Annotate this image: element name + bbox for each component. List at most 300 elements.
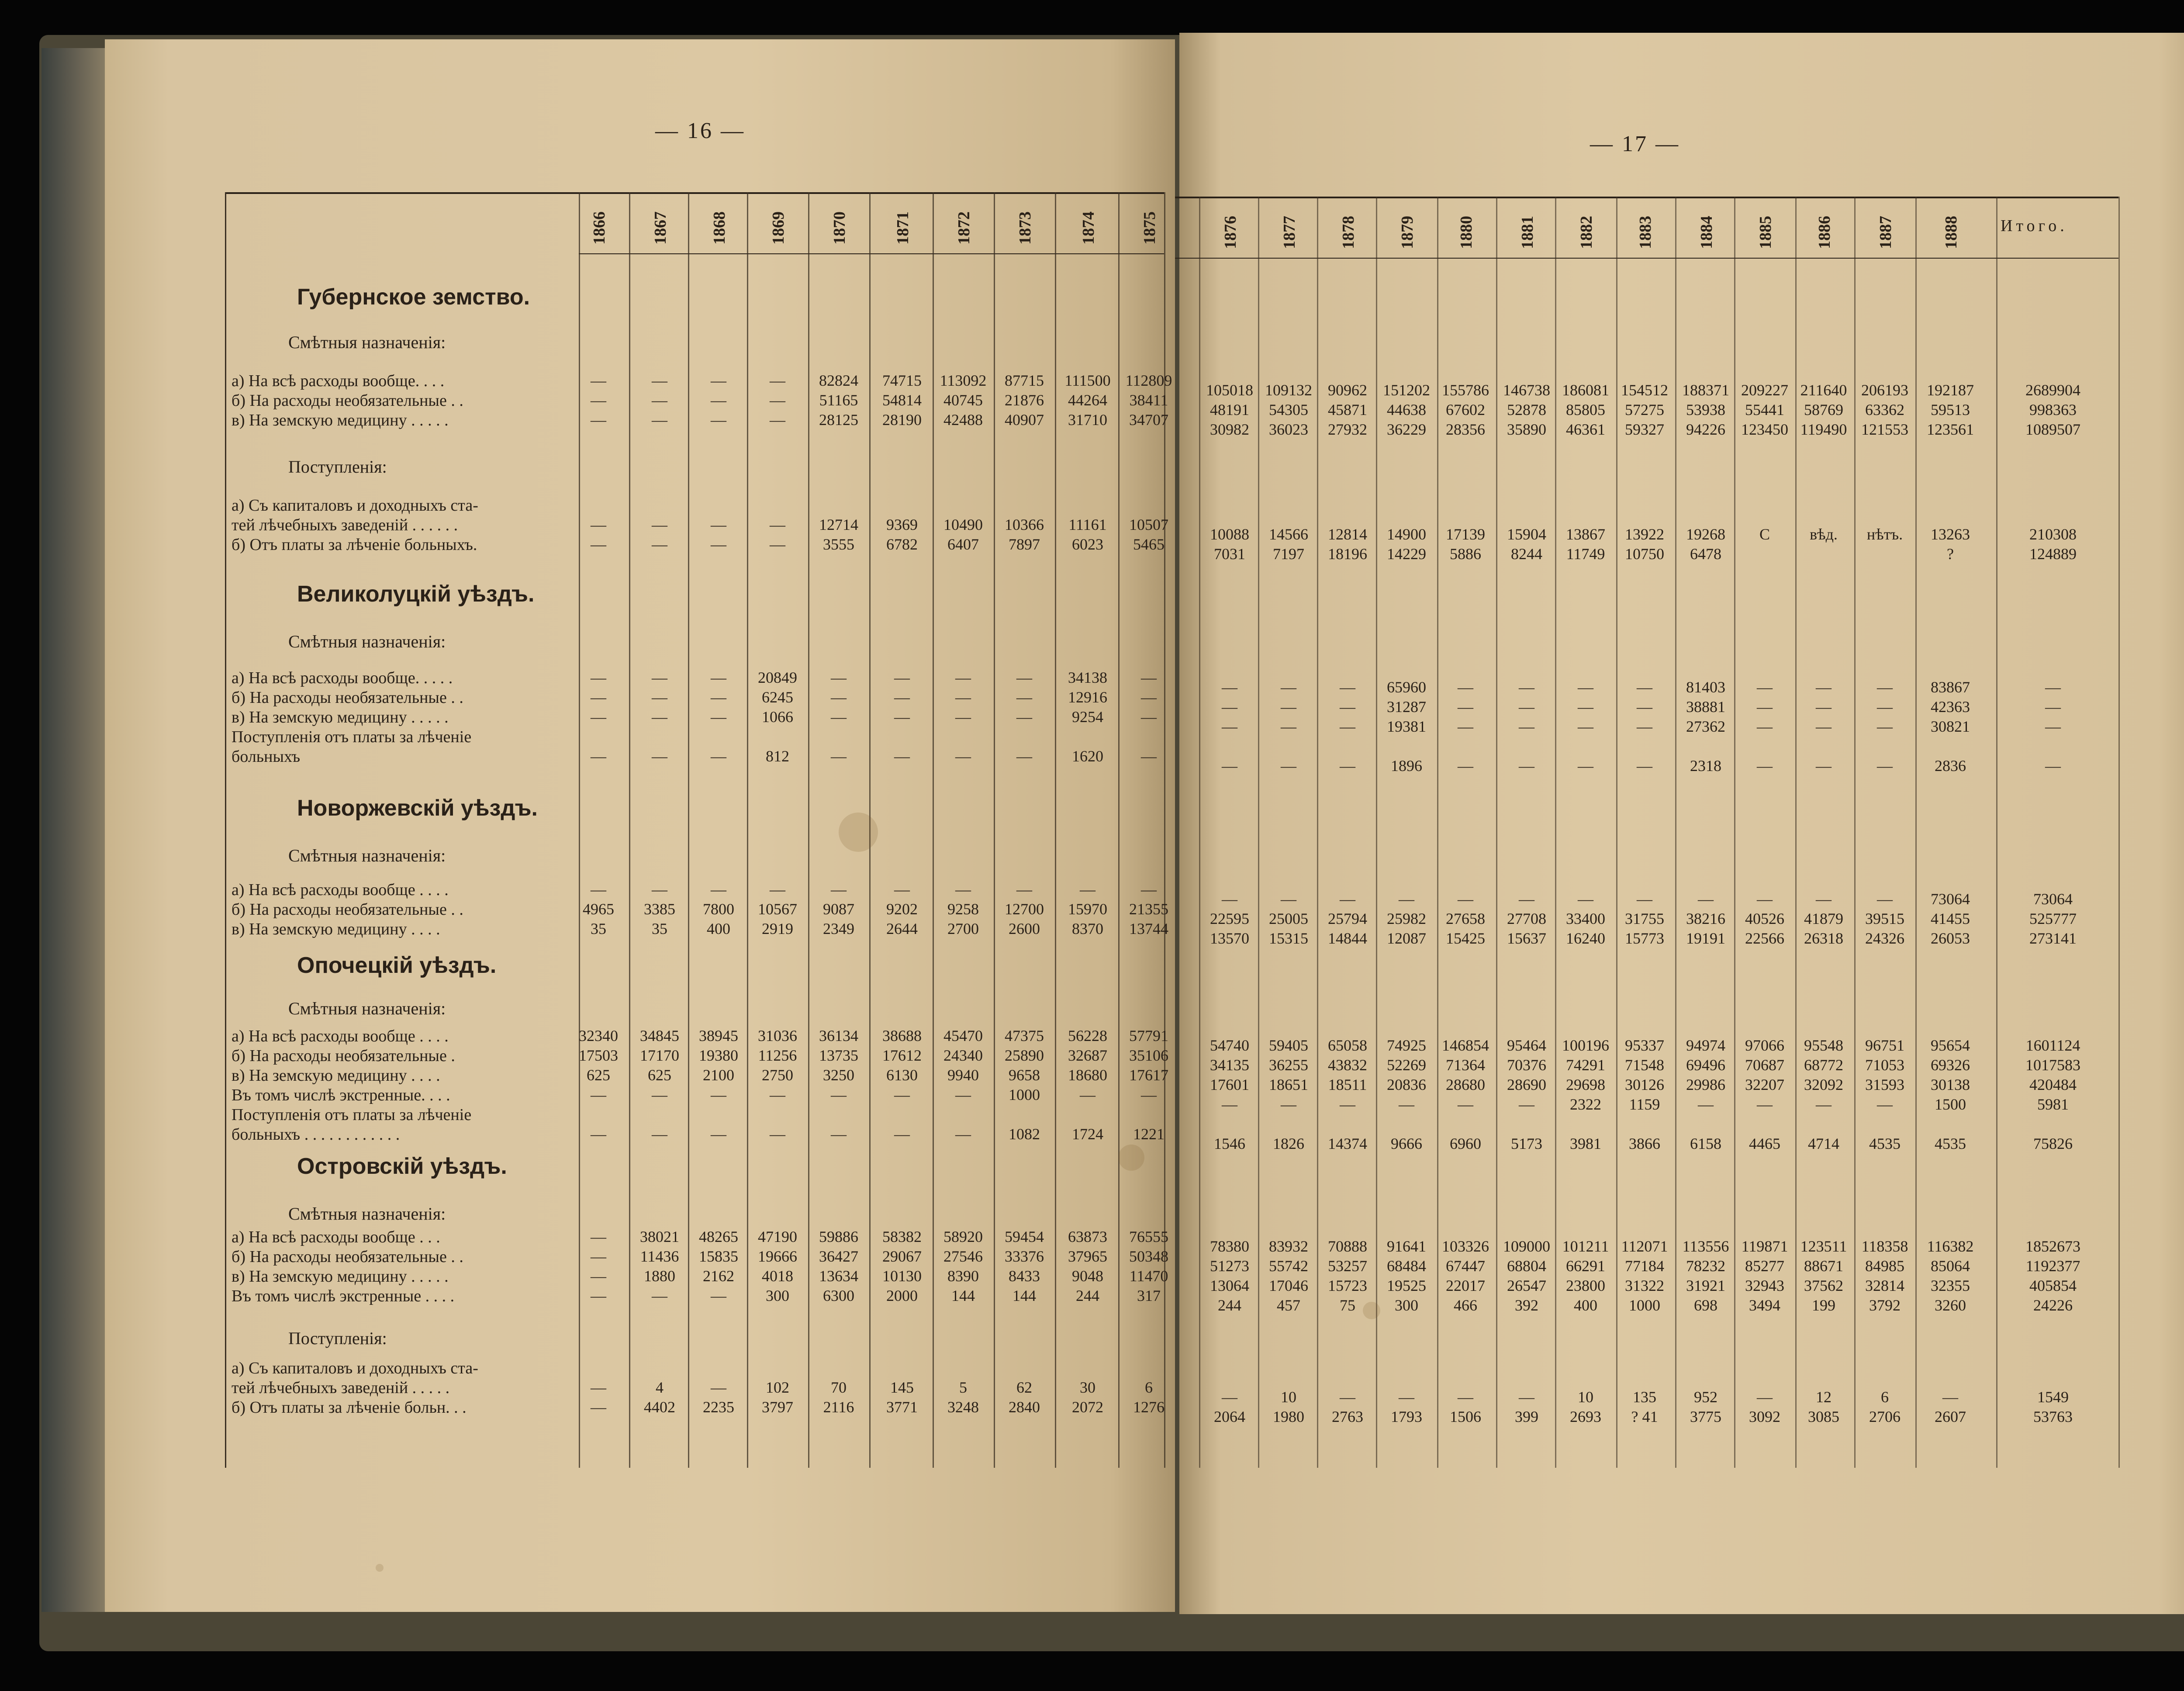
table-cell: — [1816,757,1832,775]
table-cell: — [1877,890,1893,908]
table-cell: 30821 [1931,718,1970,735]
table-cell: — [1637,698,1652,716]
table-cell: 9254 [1072,708,1103,726]
table-cell: 97066 [1745,1037,1784,1054]
table-cell: — [955,881,971,898]
table-cell: 68772 [1804,1056,1843,1074]
table-cell: 300 [766,1287,789,1304]
table-cell: 154512 [1621,381,1668,399]
table-cell: 37562 [1804,1277,1843,1294]
table-cell: 812 [766,747,789,765]
table-cell: — [1458,757,1473,775]
table-cell: — [894,1086,910,1103]
table-cell: 53763 [2033,1408,2073,1425]
table-cell: 118358 [1861,1238,1908,1255]
table-cell: 2162 [703,1267,734,1285]
table-cell: 17612 [882,1047,922,1064]
row-label: а) На всѣ расходы вообще . . . [232,1228,440,1246]
table-cell: 466 [1454,1297,1477,1314]
row-label: в) На земскую медицину . . . . . [232,411,449,429]
section-title: Опочецкій уѣздъ. [297,953,497,978]
table-cell: 1159 [1629,1096,1660,1113]
table-cell: 95464 [1507,1037,1546,1054]
table-cell: 15904 [1507,526,1546,543]
row-label: а) На всѣ расходы вообще. . . . . [232,669,453,687]
table-cell: 27658 [1446,910,1485,927]
table-cell: 30982 [1210,421,1249,438]
table-cell: 23800 [1566,1277,1605,1294]
table-cell: 38411 [1129,391,1168,409]
table-cell: 144 [951,1287,975,1304]
table-cell: 70 [831,1379,847,1396]
table-cell: 1852673 [2025,1238,2080,1255]
table-cell: 24326 [1865,930,1904,947]
section-title: Великолуцкій уѣздъ. [297,581,535,607]
table-cell: 28690 [1507,1076,1546,1093]
table-cell: 11436 [640,1248,679,1265]
table-cell: — [1578,757,1593,775]
row-label: б) На расходы необязательные . . [232,1248,463,1266]
table-cell: — [1222,698,1237,716]
table-cell: 625 [587,1066,610,1084]
table-cell: 26318 [1804,930,1843,947]
table-cell: 95337 [1625,1037,1664,1054]
table-cell: 2235 [703,1398,734,1416]
table-cell: вѣд. [1810,526,1838,543]
table-cell: — [955,1086,971,1103]
table-cell: 4465 [1749,1135,1780,1152]
right-page [1179,33,2184,1614]
table-cell: 56228 [1068,1027,1107,1044]
table-cell: 124889 [2029,545,2077,563]
table-cell: 3981 [1570,1135,1601,1152]
table-cell: 74291 [1566,1056,1605,1074]
table-cell: 10130 [882,1267,922,1285]
table-cell: 53257 [1328,1257,1367,1275]
table-cell: — [711,1287,726,1304]
table-cell: 47190 [758,1228,797,1245]
table-cell: 145 [890,1379,914,1396]
table-cell: — [831,688,847,706]
table-cell: 2116 [823,1398,854,1416]
table-cell: 43832 [1328,1056,1367,1074]
table-cell: 17139 [1446,526,1485,543]
table-cell: — [591,1267,606,1285]
table-cell: 25982 [1387,910,1426,927]
table-cell: 36229 [1387,421,1426,438]
row-label: б) На расходы необязательные . . [232,900,463,919]
table-cell: 57791 [1129,1027,1168,1044]
table-cell: 76555 [1129,1228,1168,1245]
table-cell: 273141 [2029,930,2077,947]
table-cell: 44264 [1068,391,1107,409]
table-cell: 8370 [1072,920,1103,937]
table-cell: 22595 [1210,910,1249,927]
table-cell: 68484 [1387,1257,1426,1275]
table-cell: 27708 [1507,910,1546,927]
table-cell: — [1757,718,1773,735]
table-cell: 19191 [1686,930,1725,947]
table-cell: — [1458,890,1473,908]
table-cell: 29067 [882,1248,922,1265]
table-cell: 27362 [1686,718,1725,735]
table-cell: — [1877,678,1893,696]
table-cell: 13634 [819,1267,858,1285]
table-cell: — [652,688,667,706]
table-cell: 1549 [2037,1388,2069,1406]
table-cell: 698 [1694,1297,1717,1314]
table-cell: 3494 [1749,1297,1780,1314]
table-cell: 18680 [1068,1066,1107,1084]
table-cell: 1896 [1391,757,1422,775]
table-cell: 6407 [947,536,979,553]
table-cell: 2706 [1869,1408,1901,1425]
table-cell: 400 [1574,1297,1597,1314]
table-cell: 1089507 [2025,421,2080,438]
table-cell: — [711,372,726,389]
table-cell: 6 [1881,1388,1889,1406]
table-cell: 14900 [1387,526,1426,543]
table-cell: 6245 [762,688,793,706]
table-cell: 42363 [1931,698,1970,716]
table-cell: 2349 [823,920,854,937]
table-cell: 36427 [819,1248,858,1265]
table-cell: 17617 [1129,1066,1168,1084]
section-title: Новоржевскій уѣздъ. [297,795,538,821]
table-cell: С [1759,526,1770,543]
table-cell: 94974 [1686,1037,1725,1054]
table-cell: 123450 [1741,421,1788,438]
table-cell: 68804 [1507,1257,1546,1275]
year-header: 1879 [1398,216,1417,249]
table-cell: 55742 [1269,1257,1308,1275]
table-cell: — [955,669,971,686]
table-cell: — [1698,890,1714,908]
row-label: больныхъ . . . . . . . . . . . . [232,1125,400,1144]
table-cell: 111500 [1064,372,1111,389]
table-cell: 101211 [1562,1238,1609,1255]
table-cell: — [711,536,726,553]
table-cell: 1546 [1214,1135,1245,1152]
table-cell: 48191 [1210,401,1249,418]
table-cell: — [1816,678,1832,696]
table-cell: 32943 [1745,1277,1784,1294]
table-cell: 65960 [1387,678,1426,696]
table-cell: 32340 [579,1027,618,1044]
table-cell: 244 [1218,1297,1241,1314]
table-cell: 400 [707,920,730,937]
table-cell: 58920 [943,1228,983,1245]
table-cell: 59513 [1931,401,1970,418]
table-cell: 9369 [886,516,918,533]
paper-stain [376,1564,384,1572]
table-cell: — [652,747,667,765]
table-cell: 17170 [640,1047,679,1064]
table-cell: 27932 [1328,421,1367,438]
table-cell: — [894,881,910,898]
table-cell: 71548 [1625,1056,1664,1074]
table-cell: — [711,669,726,686]
table-cell: 32687 [1068,1047,1107,1064]
table-cell: 20836 [1387,1076,1426,1093]
table-cell: 2322 [1570,1096,1601,1113]
table-cell: 28356 [1446,421,1485,438]
table-cell: — [894,669,910,686]
year-header: 1888 [1942,216,1960,249]
table-cell: 135 [1633,1388,1656,1406]
table-cell: 1000 [1009,1086,1040,1103]
table-cell: 52269 [1387,1056,1426,1074]
table-cell: 69496 [1686,1056,1725,1074]
table-cell: 13744 [1129,920,1168,937]
group-label: Поступленія: [288,457,387,477]
table-cell: 5173 [1511,1135,1542,1152]
table-cell: — [591,1248,606,1265]
table-cell: 9666 [1391,1135,1422,1152]
table-cell: — [711,516,726,533]
table-cell: 41455 [1931,910,1970,927]
year-header: 1880 [1457,216,1476,249]
group-label: Смѣтныя назначенія: [288,1204,446,1224]
table-cell: — [652,669,667,686]
table-cell: 59454 [1005,1228,1044,1245]
table-cell: 3085 [1808,1408,1839,1425]
table-cell: нѣтъ. [1866,526,1903,543]
table-cell: 123561 [1927,421,1974,438]
year-header: 1882 [1577,216,1596,249]
table-cell: 6782 [886,536,918,553]
table-cell: 2607 [1935,1408,1966,1425]
table-cell: 1506 [1450,1408,1481,1425]
year-header: 1885 [1756,216,1775,249]
table-cell: 14844 [1328,930,1367,947]
table-cell: 625 [648,1066,671,1084]
table-cell: 10507 [1129,516,1168,533]
table-cell: 34845 [640,1027,679,1044]
table-cell: 3797 [762,1398,793,1416]
table-cell: 146738 [1503,381,1550,399]
table-cell: 3866 [1629,1135,1660,1152]
table-cell: 13867 [1566,526,1605,543]
table-cell: — [591,1398,606,1416]
paper-stain [1118,1145,1144,1171]
total-column-header: Итого. [2001,217,2068,235]
year-header: 1887 [1876,216,1895,249]
table-cell: 25794 [1328,910,1367,927]
table-cell: 525777 [2029,910,2077,927]
table-cell: 109000 [1503,1238,1550,1255]
table-cell: 28125 [819,411,858,429]
table-cell: 6 [1145,1379,1153,1396]
row-label: б) На расходы необязательные . . [232,688,463,707]
table-cell: 2072 [1072,1398,1103,1416]
table-cell: 211640 [1800,381,1847,399]
table-cell: 24340 [943,1047,983,1064]
table-cell: — [770,536,785,553]
table-cell: 46361 [1566,421,1605,438]
table-cell: 38881 [1686,698,1725,716]
table-cell: 94226 [1686,421,1725,438]
table-cell: 186081 [1562,381,1609,399]
year-header: 1881 [1518,216,1537,249]
table-cell: 6478 [1690,545,1721,563]
table-cell: 146854 [1442,1037,1489,1054]
table-cell: 3260 [1935,1297,1966,1314]
table-cell: 11161 [1068,516,1107,533]
table-cell: 8390 [947,1267,979,1285]
table-cell: 21876 [1005,391,1044,409]
table-cell: 35 [652,920,667,937]
year-header: 1867 [651,211,670,245]
table-cell: 3385 [644,900,675,918]
table-cell: — [1340,757,1355,775]
paper-stain [1363,1302,1380,1319]
table-cell: 40907 [1005,411,1044,429]
table-cell: — [831,747,847,765]
table-cell: 399 [1515,1408,1538,1425]
table-cell: 52878 [1507,401,1546,418]
table-cell: 14229 [1387,545,1426,563]
table-cell: — [1637,890,1652,908]
table-cell: 50348 [1129,1248,1168,1265]
table-cell: 39515 [1865,910,1904,927]
table-cell: 10490 [943,516,983,533]
year-header: 1872 [955,211,973,245]
table-cell: 85277 [1745,1257,1784,1275]
table-cell: — [652,1287,667,1304]
table-cell: 38945 [699,1027,738,1044]
table-cell: — [652,391,667,409]
table-cell: 1500 [1935,1096,1966,1113]
table-cell: — [1757,757,1773,775]
row-label: в) На земскую медицину . . . . [232,1066,440,1085]
table-cell: 9940 [947,1066,979,1084]
year-header: 1874 [1079,211,1098,245]
table-cell: — [770,881,785,898]
table-cell: — [591,669,606,686]
table-cell: 36134 [819,1027,858,1044]
table-cell: — [770,411,785,429]
table-cell: — [1141,881,1157,898]
right-page-number: — 17 — [1590,131,1680,156]
table-cell: — [894,708,910,726]
table-cell: 31322 [1625,1277,1664,1294]
table-cell: 81403 [1686,678,1725,696]
table-cell: 67447 [1446,1257,1485,1275]
table-cell: 95654 [1931,1037,1970,1054]
row-label: тей лѣчебныхъ заведеній . . . . . . [232,516,458,534]
table-cell: — [955,708,971,726]
table-cell: — [1637,757,1652,775]
table-cell: 4 [656,1379,663,1396]
table-cell: 33376 [1005,1248,1044,1265]
table-cell: 4535 [1869,1135,1901,1152]
table-cell: 8433 [1009,1267,1040,1285]
table-cell: 18651 [1269,1076,1308,1093]
table-cell: 206193 [1861,381,1908,399]
table-cell: 12 [1816,1388,1832,1406]
table-cell: 1066 [762,708,793,726]
year-header: 1878 [1339,216,1358,249]
year-header: 1886 [1815,216,1834,249]
table-cell: 24226 [2033,1297,2073,1314]
table-cell: 4402 [644,1398,675,1416]
table-cell: 15425 [1446,930,1485,947]
table-cell: 7197 [1273,545,1304,563]
table-cell: — [652,536,667,553]
table-cell: — [1877,698,1893,716]
table-cell: — [894,688,910,706]
table-cell: 20849 [758,669,797,686]
table-cell: 38216 [1686,910,1725,927]
table-cell: — [1340,718,1355,735]
table-cell: 8244 [1511,545,1542,563]
table-cell: — [711,411,726,429]
table-cell: — [955,688,971,706]
table-cell: 59886 [819,1228,858,1245]
table-cell: 300 [1395,1297,1418,1314]
table-cell: — [1340,1388,1355,1406]
table-cell: — [591,1287,606,1304]
table-cell: 70687 [1745,1056,1784,1074]
table-cell: 55441 [1745,401,1784,418]
table-cell: — [894,747,910,765]
table-cell: 14566 [1269,526,1308,543]
table-cell: — [1757,1388,1773,1406]
table-cell: ? 41 [1631,1408,1658,1425]
table-cell: 31287 [1387,698,1426,716]
table-cell: 9658 [1009,1066,1040,1084]
table-cell: 109132 [1265,381,1312,399]
table-cell: 59327 [1625,421,1664,438]
table-cell: 34135 [1210,1056,1249,1074]
table-cell: 28190 [882,411,922,429]
table-cell: 13064 [1210,1277,1249,1294]
table-cell: 28680 [1446,1076,1485,1093]
table-cell: — [1016,708,1032,726]
table-cell: 11256 [758,1047,797,1064]
year-header: 1871 [894,211,912,245]
table-cell: 73064 [2033,890,2073,908]
table-cell: — [1816,1096,1832,1113]
table-cell: — [591,516,606,533]
table-cell: 35 [591,920,606,937]
table-cell: 45470 [943,1027,983,1044]
table-cell: 13263 [1931,526,1970,543]
table-cell: 1826 [1273,1135,1304,1152]
table-cell: 113556 [1682,1238,1729,1255]
row-label: а) Съ капиталовъ и доходныхъ ста- [232,496,478,515]
table-cell: — [711,688,726,706]
table-cell: — [711,708,726,726]
table-cell: 27546 [943,1248,983,1265]
table-cell: — [1757,678,1773,696]
table-cell: 40745 [943,391,983,409]
table-cell: — [1877,1096,1893,1113]
table-cell: — [1816,890,1832,908]
table-cell: 84985 [1865,1257,1904,1275]
table-cell: — [1458,698,1473,716]
table-cell: 3771 [886,1398,918,1416]
table-cell: 54814 [882,391,922,409]
table-cell: 35890 [1507,421,1546,438]
table-cell: 1880 [644,1267,675,1285]
table-cell: — [652,1086,667,1103]
table-cell: — [1281,1096,1296,1113]
row-label: в) На земскую медицину . . . . . [232,1267,449,1286]
table-cell: 6158 [1690,1135,1721,1152]
row-label: а) На всѣ расходы вообще . . . . [232,1027,449,1045]
